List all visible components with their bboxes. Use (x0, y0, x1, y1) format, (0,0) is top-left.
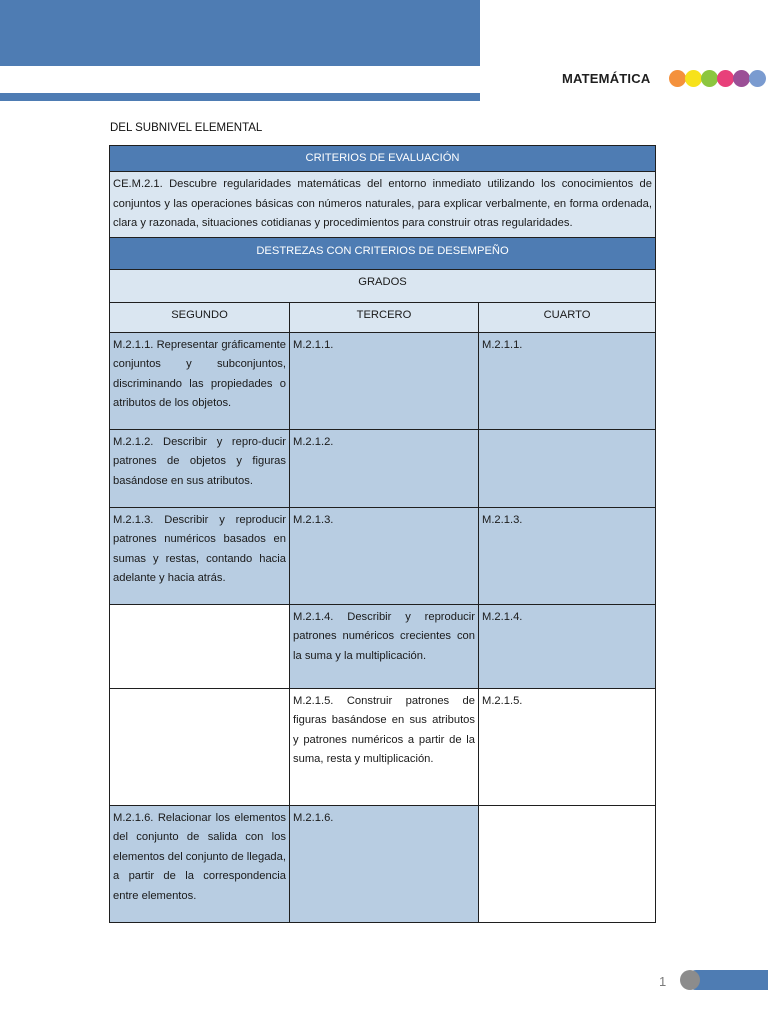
curriculum-table (109, 145, 656, 923)
table-row (110, 430, 656, 508)
skill-cell: M.2.1.3. Describir y reproducir patrones numéricos basados en sumas y restas, contando hacia adelante y hacia atrás. (110, 508, 290, 605)
color-dot (733, 70, 750, 87)
color-dot (685, 70, 702, 87)
skill-cell: M.2.1.4. Describir y reproducir patrones numéricos crecientes con la suma y la multiplicación. (290, 605, 479, 689)
skill-cell: M.2.1.2. (290, 430, 479, 508)
skill-cell (479, 806, 656, 923)
color-dot (701, 70, 718, 87)
table-row (110, 806, 656, 923)
table-row (110, 605, 656, 689)
column-header: TERCERO (290, 303, 479, 333)
criteria-row (110, 172, 656, 237)
criteria-header-row (110, 146, 656, 172)
skill-cell (479, 430, 656, 508)
skill-cell: M.2.1.6. Relacionar los elementos del conjunto de salida con los elementos del conjunto de llegada, a partir de la correspondencia entre elementos. (110, 806, 290, 923)
column-header: SEGUNDO (110, 303, 290, 333)
skill-cell (110, 689, 290, 806)
skills-header-row (110, 237, 656, 269)
subject-title: MATEMÁTICA (562, 71, 651, 86)
skill-cell: M.2.1.6. (290, 806, 479, 923)
grades-row (110, 270, 656, 303)
skill-cell: M.2.1.3. (479, 508, 656, 605)
grades-label: GRADOS (110, 270, 656, 303)
table-row (110, 508, 656, 605)
grade-columns-row (110, 303, 656, 333)
section-heading: DEL SUBNIVEL ELEMENTAL (110, 122, 263, 134)
criteria-text: CE.M.2.1. Descubre regularidades matemáticas del entorno inmediato utilizando los conocimientos de conjuntos y las operaciones básicas con números naturales, para explicar verbalmente, en forma ordenada, clara y razonada, situaciones cotidianas y procedimientos para construir otras regularidades. (110, 172, 656, 237)
skill-cell (110, 605, 290, 689)
color-dot (669, 70, 686, 87)
skills-title: DESTREZAS CON CRITERIOS DE DESEMPEÑO (110, 237, 656, 269)
skill-cell: M.2.1.1. (290, 333, 479, 430)
skill-cell: M.2.1.2. Describir y repro-ducir patrones de objetos y figuras basándose en sus atributos. (110, 430, 290, 508)
color-dot (749, 70, 766, 87)
column-header: CUARTO (479, 303, 656, 333)
color-dot (717, 70, 734, 87)
color-dots (669, 70, 765, 88)
table-row (110, 333, 656, 430)
skill-cell: M.2.1.4. (479, 605, 656, 689)
header-band (0, 0, 480, 66)
skill-cell: M.2.1.3. (290, 508, 479, 605)
skill-cell: M.2.1.1. (479, 333, 656, 430)
skill-cell: M.2.1.5. (479, 689, 656, 806)
header-rule (0, 93, 480, 101)
skill-cell: M.2.1.5. Construir patrones de figuras basándose en sus atributos y patrones numéricos a partir de la suma, resta y multiplicación. (290, 689, 479, 806)
page-number: 1 (659, 974, 667, 989)
table-row (110, 689, 656, 806)
skill-cell: M.2.1.1. Representar gráficamente conjuntos y subconjuntos, discriminando las propiedades o atributos de los objetos. (110, 333, 290, 430)
footer-knob (680, 970, 700, 990)
criteria-title: CRITERIOS DE EVALUACIÓN (110, 146, 656, 172)
